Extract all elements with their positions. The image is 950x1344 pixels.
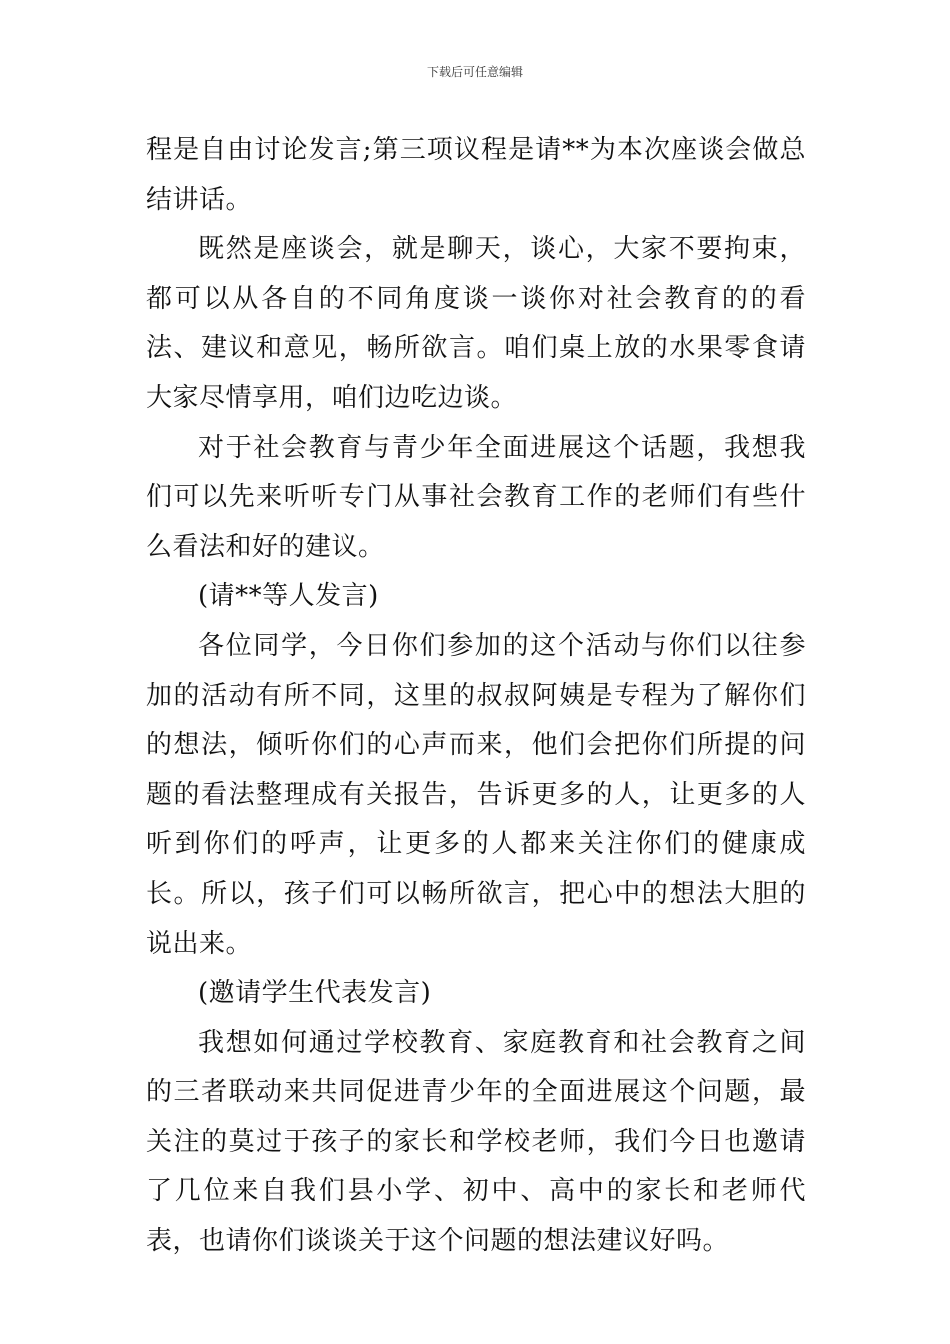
document-body (146, 126, 806, 1267)
paragraph-stage-note: (请**等人发言) (198, 581, 379, 612)
page-header: 下载后可任意编辑 (426, 65, 523, 79)
paragraph-opening-remarks: 既然是座谈会，就是聊天，谈心，大家不要拘束，都可以从各自的不同角度谈一谈你对社会教育的的看法、建议和意见，畅所欲言。咱们桌上放的水果零食请大家尽情享用，咱们边吃边谈。 (146, 234, 806, 413)
paragraph-invite-parents-teachers: 我想如何通过学校教育、家庭教育和社会教育之间的三者联动来共同促进青少年的全面进展这个问题，最关注的莫过于孩子的家长和学校老师，我们今日也邀请了几位来自我们县小学、初中、高中的家长和老师代表，也请你们谈谈关于这个问题的想法建议好吗。 (146, 1027, 806, 1257)
paragraph-continuation: 程是自由讨论发言;第三项议程是请**为本次座谈会做总结讲话。 (146, 135, 806, 215)
paragraph-stage-note: (邀请学生代表发言) (198, 978, 432, 1009)
paragraph-address-students: 各位同学，今日你们参加的这个活动与你们以往参加的活动有所不同，这里的叔叔阿姨是专程为了解你们的想法，倾听你们的心声而来，他们会把你们所提的问题的看法整理成有关报告，告诉更多的人，让更多的人听到你们的呼声，让更多的人都来关注你们的健康成长。所以，孩子们可以畅所欲言，把心中的想法大胆的说出来。 (146, 630, 806, 959)
paragraph-topic-intro: 对于社会教育与青少年全面进展这个话题，我想我们可以先来听听专门从事社会教育工作的老师们有些什么看法和好的建议。 (146, 432, 806, 562)
